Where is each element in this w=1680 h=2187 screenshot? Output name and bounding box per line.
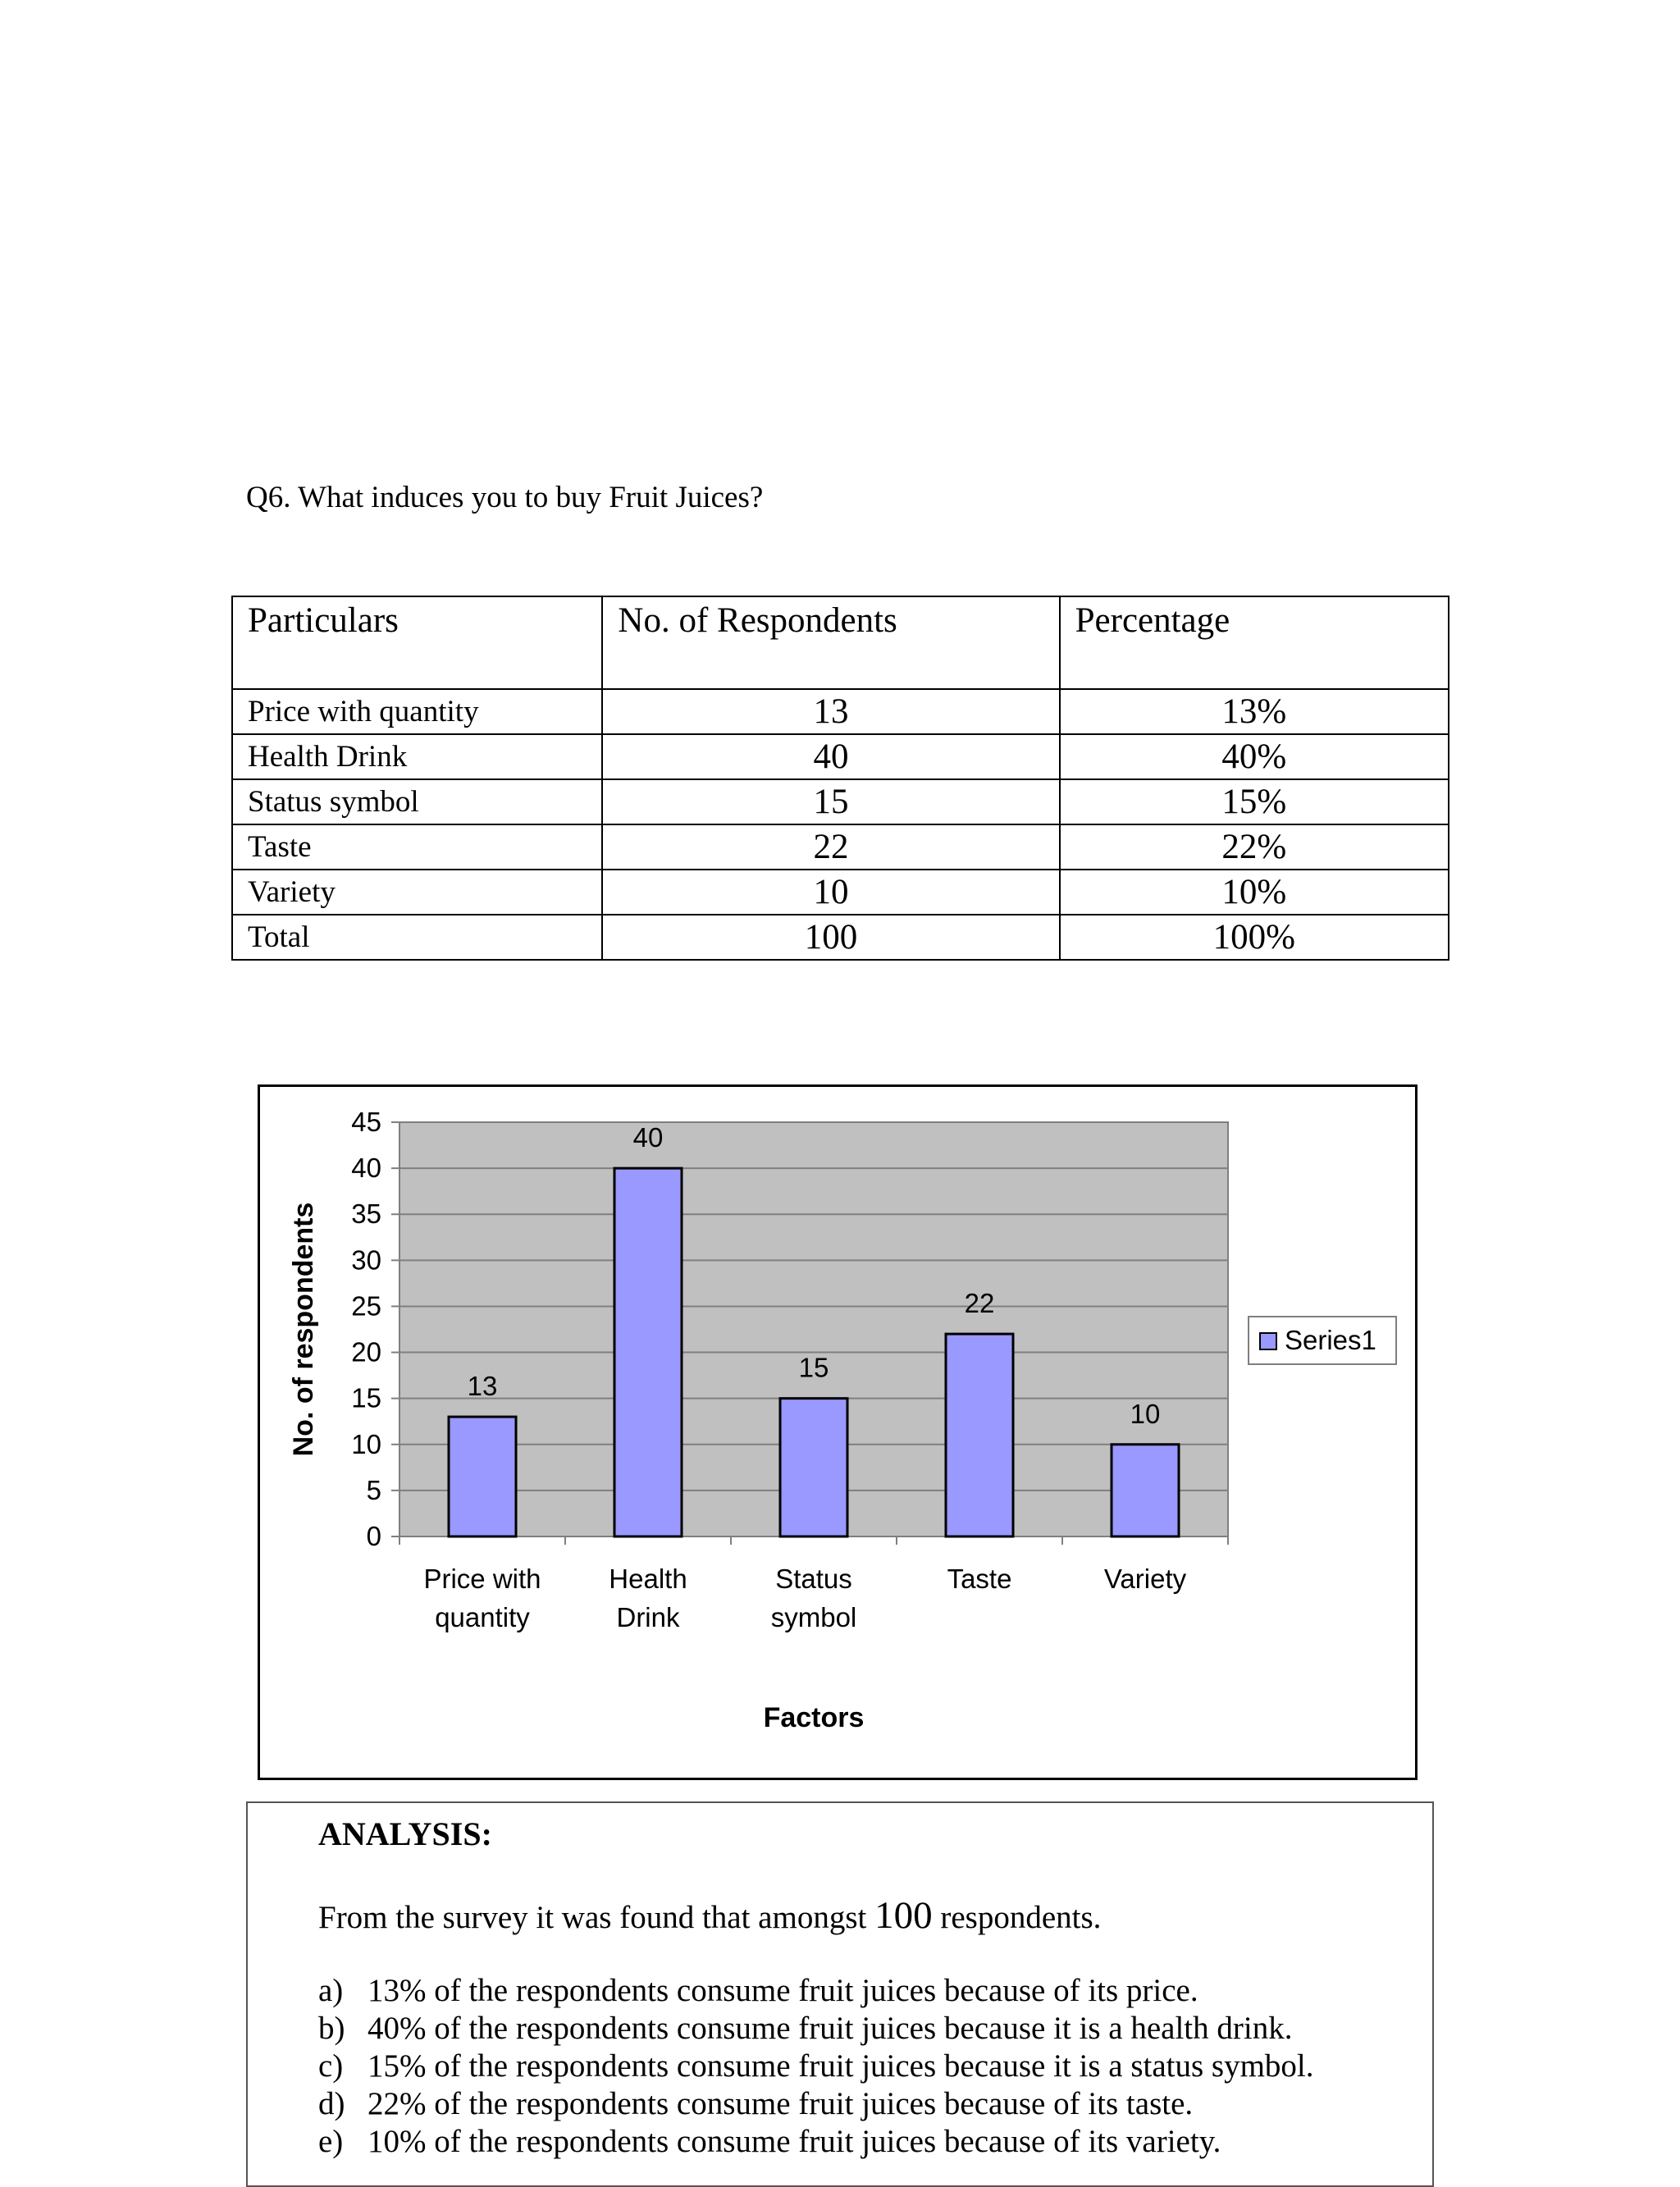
x-tick-label: Taste	[947, 1564, 1012, 1594]
list-item	[318, 1972, 1314, 2010]
respondents-table	[231, 596, 1449, 961]
x-tick-label: Price with	[423, 1564, 541, 1594]
cell-particular: Variety	[232, 870, 602, 915]
chart-frame	[258, 1084, 1418, 1780]
table-row	[232, 779, 1449, 824]
y-tick-label: 30	[351, 1244, 381, 1276]
x-tick-label: Drink	[616, 1602, 680, 1632]
y-tick-label: 45	[351, 1107, 381, 1137]
y-tick-label: 20	[351, 1336, 381, 1367]
cell-percentage: 40%	[1060, 734, 1449, 779]
table-row-total	[232, 915, 1449, 960]
y-tick-label: 5	[366, 1474, 381, 1505]
cell-percentage: 13%	[1060, 689, 1449, 734]
x-tick-label: Health	[609, 1564, 687, 1594]
data-label: 15	[798, 1352, 829, 1383]
list-text: 13% of the respondents consume fruit juices because of its price.	[368, 1973, 1198, 2008]
analysis-intro-before: From the survey it was found that amongst	[318, 1900, 875, 1935]
table-row	[232, 870, 1449, 915]
analysis-title: ANALYSIS:	[318, 1815, 492, 1852]
y-tick-label: 35	[351, 1199, 381, 1230]
list-marker: e)	[318, 2124, 344, 2159]
data-label: 40	[632, 1122, 664, 1153]
bar	[449, 1417, 516, 1536]
x-tick-label: Variety	[1103, 1564, 1187, 1594]
list-item	[318, 2085, 1314, 2123]
header-percentage: Percentage	[1060, 596, 1449, 689]
cell-percentage: 22%	[1060, 824, 1449, 870]
data-label: 22	[964, 1288, 995, 1319]
cell-particular: Health Drink	[232, 734, 602, 779]
bar	[946, 1334, 1013, 1536]
y-tick-label: 0	[366, 1521, 381, 1551]
list-marker: a)	[318, 1973, 344, 2008]
analysis-intro	[318, 1893, 1101, 1938]
analysis-list	[318, 1972, 1314, 2161]
table-row	[232, 824, 1449, 870]
x-axis-title: Factors	[763, 1702, 865, 1733]
cell-respondents: 40	[602, 734, 1059, 779]
bar	[1112, 1445, 1179, 1536]
x-tick-label: Status	[775, 1564, 852, 1594]
table-row	[232, 734, 1449, 779]
table-header-row	[232, 596, 1449, 689]
list-text: 22% of the respondents consume fruit juices because of its taste.	[368, 2086, 1194, 2121]
question-heading: Q6. What induces you to buy Fruit Juices?	[246, 481, 764, 514]
legend-swatch	[1260, 1333, 1276, 1349]
bar	[614, 1168, 682, 1536]
list-text: 15% of the respondents consume fruit juices because it is a status symbol.	[368, 2048, 1314, 2084]
list-item	[318, 2048, 1314, 2085]
header-particulars: Particulars	[232, 596, 602, 689]
data-label: 10	[1130, 1398, 1161, 1429]
legend-label: Series1	[1285, 1325, 1376, 1355]
cell-particular: Status symbol	[232, 779, 602, 824]
analysis-intro-number: 100	[874, 1894, 933, 1937]
cell-percentage: 100%	[1060, 915, 1449, 960]
list-text: 40% of the respondents consume fruit juices because it is a health drink.	[368, 2011, 1293, 2046]
y-tick-label: 15	[351, 1382, 381, 1413]
cell-percentage: 10%	[1060, 870, 1449, 915]
cell-particular: Taste	[232, 824, 602, 870]
list-text: 10% of the respondents consume fruit juices because of its variety.	[368, 2124, 1221, 2159]
cell-respondents: 15	[602, 779, 1059, 824]
list-marker: c)	[318, 2048, 344, 2084]
header-respondents: No. of Respondents	[602, 596, 1059, 689]
y-tick-label: 40	[351, 1153, 381, 1184]
cell-respondents: 13	[602, 689, 1059, 734]
list-item	[318, 2010, 1314, 2048]
list-marker: d)	[318, 2086, 345, 2121]
table-row	[232, 689, 1449, 734]
cell-particular: Total	[232, 915, 602, 960]
cell-respondents: 22	[602, 824, 1059, 870]
y-tick-label: 10	[351, 1428, 381, 1459]
analysis-intro-after: respondents.	[932, 1900, 1102, 1935]
cell-percentage: 15%	[1060, 779, 1449, 824]
bar-chart	[260, 1087, 1415, 1778]
y-tick-label: 25	[351, 1290, 381, 1322]
cell-respondents: 100	[602, 915, 1059, 960]
list-marker: b)	[318, 2011, 345, 2046]
y-axis-title: No. of respondents	[288, 1202, 319, 1457]
x-tick-label: quantity	[435, 1602, 530, 1632]
bar	[780, 1399, 847, 1536]
x-tick-label: symbol	[770, 1602, 857, 1632]
list-item	[318, 2123, 1314, 2161]
data-label: 13	[467, 1371, 498, 1402]
cell-particular: Price with quantity	[232, 689, 602, 734]
cell-respondents: 10	[602, 870, 1059, 915]
